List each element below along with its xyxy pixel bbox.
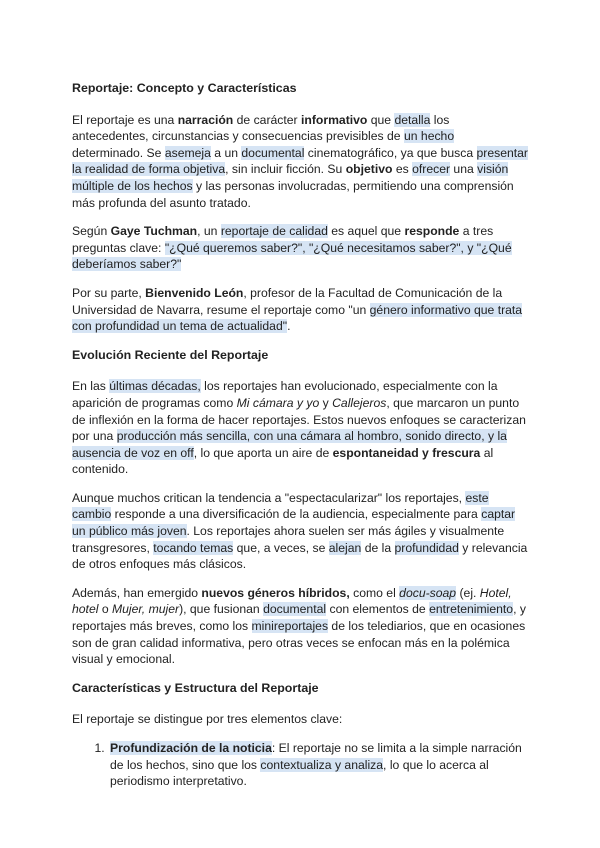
text-run: Según <box>72 224 111 239</box>
highlighted-text: un hecho <box>403 129 455 144</box>
highlighted-text: este cambio <box>72 490 489 522</box>
text-run: Mi cámara y yo <box>236 395 320 410</box>
highlighted-text: documental <box>241 145 305 160</box>
text-run: : El reportaje no se limita a la simple narración de los hechos, sino que los <box>110 741 522 772</box>
text-run: o <box>98 602 112 617</box>
highlighted-text: alejan <box>328 540 362 555</box>
text-run: a tres preguntas clave: <box>72 224 494 255</box>
heading-concepto: Reportaje: Concepto y Características <box>72 81 297 95</box>
text-run: de carácter <box>233 112 301 127</box>
text-run: a un <box>210 145 242 160</box>
list-item <box>108 740 528 790</box>
text-run: Mujer, mujer <box>112 602 180 617</box>
highlighted-text: ofrecer <box>412 162 451 177</box>
text-run: , que marcaron un punto de inflexión en la forma de hacer reportajes. Estos nuevos enfoques se caracterizan por una <box>72 395 526 444</box>
paragraph <box>72 490 528 573</box>
text-run: . Los reportajes ahora suelen ser más ágiles y visualmente transgresores, <box>72 524 505 555</box>
text-run: El reportaje es una <box>72 112 178 127</box>
highlighted-text: docu-soap <box>399 585 457 600</box>
text-run: El reportaje se distingue por tres elementos clave: <box>72 712 343 727</box>
text-run: los reportajes han evolucionado, especialmente con la aparición de programas como <box>72 379 498 410</box>
text-run: Por su parte, <box>72 285 146 300</box>
text-run: y las personas involucradas, permitiendo una comprensión más profunda del asunto tratado. <box>72 178 514 210</box>
text-run: . <box>287 319 291 334</box>
text-run: , profesor de la Facultad de Comunicación de la Universidad de Navarra, resume el reportaje como "un <box>72 285 503 317</box>
paragraph <box>72 378 528 478</box>
text-run: y <box>319 395 333 410</box>
text-run: Callejeros <box>332 395 387 410</box>
paragraph <box>72 112 528 212</box>
section-concepto <box>72 80 528 335</box>
text-run: ), que fusionan <box>179 602 264 617</box>
text-run: y relevancia de otros enfoques más clásicos. <box>72 540 528 572</box>
text-run: Además, han emergido <box>72 585 202 600</box>
text-run: que, a veces, se <box>233 540 329 555</box>
section-caracteristicas <box>72 680 528 790</box>
document-page <box>72 80 528 790</box>
highlighted-text: detalla <box>394 112 431 127</box>
text-run: de los telediarios, que en ocasiones son de gran calidad informativa, pero otras veces se enfocan más en la polémica visual y emocional. <box>72 619 526 667</box>
text-run: responde a una diversificación de la audiencia, especialmente para <box>111 507 482 522</box>
text-run: los antecedentes, circunstancias y consecuencias previsibles de <box>72 112 450 144</box>
text-run: es aquel que <box>327 224 405 239</box>
highlighted-text: producción más sencilla, con una cámara al hombro, sonido directo, y la ausencia de voz en off <box>72 429 507 460</box>
text-run: Hotel, hotel <box>72 585 512 617</box>
text-run: Bienvenido León <box>145 285 244 300</box>
paragraph <box>72 585 528 668</box>
text-run: objetivo <box>345 162 393 177</box>
text-run: Aunque muchos critican la tendencia a "espectacularizar" los reportajes, <box>72 490 466 505</box>
section-evolucion <box>72 347 528 668</box>
text-run: , lo que aporta un aire de <box>193 445 333 460</box>
text-run: informativo <box>301 112 368 127</box>
paragraph <box>72 285 528 335</box>
text-run: , lo que lo acerca al periodismo interpretativo. <box>110 757 489 789</box>
highlighted-text: presentar la realidad de forma objetiva <box>72 145 528 177</box>
text-run: nuevos géneros híbridos, <box>201 585 350 600</box>
highlighted-text: documental <box>263 602 327 617</box>
highlighted-text: visión múltiple de los hechos <box>72 162 509 193</box>
text-run: como el <box>349 585 400 600</box>
paragraph <box>72 711 528 728</box>
text-run: espontaneidad y frescura <box>332 445 481 460</box>
heading-evolucion: Evolución Reciente del Reportaje <box>72 347 269 362</box>
text-run: En las <box>72 379 110 394</box>
text-run: con elementos de <box>326 602 430 617</box>
text-run: narración <box>177 112 234 127</box>
highlighted-text: género informativo que trata con profundidad un tema de actualidad" <box>72 302 523 334</box>
highlighted-text: minireportajes <box>251 619 329 634</box>
text-run: , y reportajes más breves, como los <box>72 602 526 634</box>
highlighted-text: profundidad <box>394 540 459 555</box>
text-run: Gaye Tuchman <box>110 224 198 239</box>
text-run: de la <box>361 540 395 555</box>
text-run: cinematográfico, ya que busca <box>304 145 477 160</box>
text-run: , sin incluir ficción. Su <box>225 162 346 177</box>
text-run: responde <box>404 224 460 239</box>
text-run: al contenido. <box>72 445 494 477</box>
heading-caracteristicas: Características y Estructura del Reportaje <box>72 680 319 695</box>
text-run: que <box>367 112 395 127</box>
highlighted-text: "¿Qué queremos saber?", "¿Qué necesitamos saber?", y "¿Qué deberíamos saber?" <box>72 240 512 272</box>
highlighted-text: reportaje de calidad <box>220 224 328 239</box>
highlighted-text: asemeja <box>164 145 211 160</box>
highlighted-text: tocando temas <box>153 540 234 555</box>
highlighted-text: últimas décadas, <box>109 379 201 394</box>
text-run: , un <box>197 224 221 239</box>
highlighted-text: captar un público más joven <box>72 507 516 539</box>
highlighted-text: contextualiza y analiza <box>260 757 384 772</box>
text-run: es <box>392 162 413 177</box>
highlighted-text: entretenimiento <box>429 602 514 617</box>
text-run: una <box>450 162 478 177</box>
numbered-list <box>72 740 528 790</box>
paragraph <box>72 223 528 273</box>
highlighted-text: Profundización de la noticia <box>110 741 272 755</box>
text-run: determinado. Se <box>72 145 165 160</box>
text-run: (ej. <box>456 585 480 600</box>
